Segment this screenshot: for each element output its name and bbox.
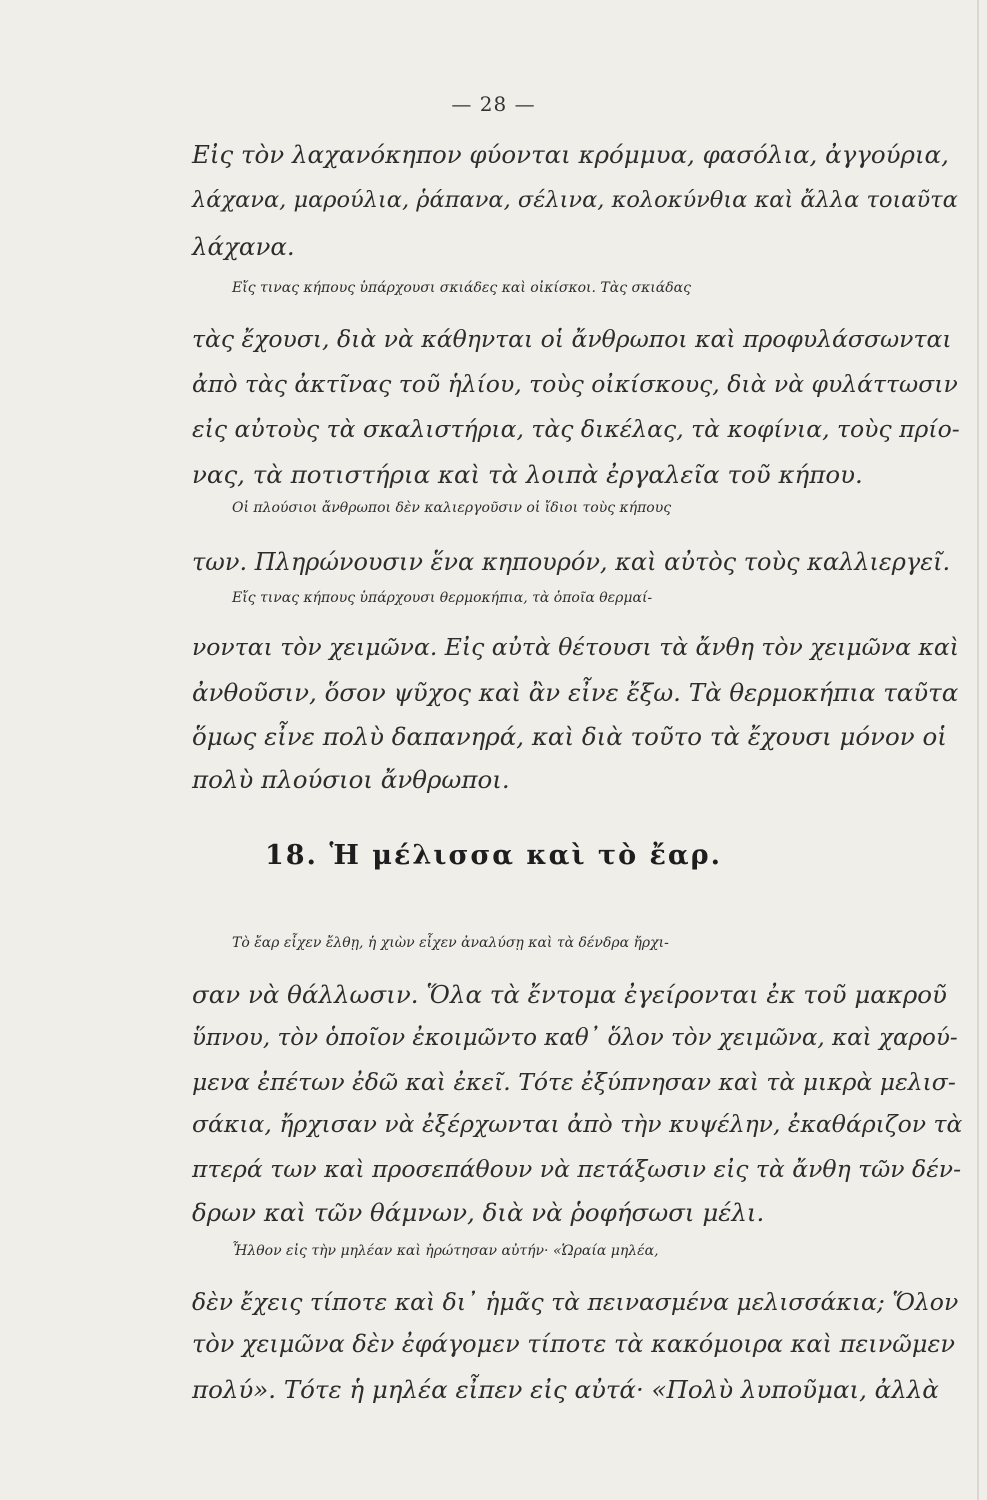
text-line: τὸν χειμῶνα δὲν ἐφάγομεν τίποτε τὰ κακόμοιρα καὶ πεινῶμεν	[192, 1330, 955, 1358]
text-line: πολὺ πλούσιοι ἄνθρωποι.	[192, 765, 510, 794]
text-line: των. Πληρώνουσιν ἕνα κηπουρόν, καὶ αὐτὸς τοὺς καλλιεργεῖ.	[192, 548, 951, 576]
text-line: νας, τὰ ποτιστήρια καὶ τὰ λοιπὰ ἐργαλεῖα τοῦ κήπου.	[192, 460, 863, 489]
page-edge	[977, 0, 979, 1500]
text-line: Εἴς τινας κήπους ὑπάρχουσι σκιάδες καὶ οἰκίσκοι. Τὰς σκιάδας	[232, 280, 691, 296]
section-heading: 18. Ἡ μέλισσα καὶ τὸ ἔαρ.	[264, 840, 723, 871]
text-line: Εἴς τινας κήπους ὑπάρχουσι θερμοκήπια, τὰ ὁποῖα θερμαί-	[232, 590, 653, 606]
text-line: λάχανα, μαρούλια, ῥάπανα, σέλινα, κολοκύνθια καὶ ἄλλα τοιαῦτα	[192, 187, 958, 213]
text-line: ἀνθοῦσιν, ὅσον ψῦχος καὶ ἂν εἶνε ἔξω. Τὰ θερμοκήπια ταῦτα	[192, 678, 959, 707]
text-line: δὲν ἔχεις τίποτε καὶ δι᾿ ἡμᾶς τὰ πεινασμένα μελισσάκια; Ὅλον	[192, 1288, 959, 1316]
text-line: λάχανα.	[192, 232, 295, 261]
text-line: δρων καὶ τῶν θάμνων, διὰ νὰ ῥοφήσωσι μέλι.	[192, 1198, 765, 1227]
text-line: ἀπὸ τὰς ἀκτῖνας τοῦ ἡλίου, τοὺς οἰκίσκους, διὰ νὰ φυλάττωσιν	[192, 370, 958, 398]
text-line: μενα ἐπέτων ἐδῶ καὶ ἐκεῖ. Τότε ἐξύπνησαν καὶ τὰ μικρὰ μελισ-	[192, 1068, 956, 1096]
text-line: ὕπνου, τὸν ὁποῖον ἐκοιμῶντο καθ᾿ ὅλον τὸν χειμῶνα, καὶ χαρού-	[192, 1025, 958, 1051]
text-line: εἰς αὐτοὺς τὰ σκαλιστήρια, τὰς δικέλας, τὰ κοφίνια, τοὺς πρίο-	[192, 415, 960, 443]
text-line: τὰς ἔχουσι, διὰ νὰ κάθηνται οἱ ἄνθρωποι καὶ προφυλάσσωνται	[192, 325, 952, 353]
text-line: σάκια, ἤρχισαν νὰ ἐξέρχωνται ἀπὸ τὴν κυψέλην, ἐκαθάριζον τὰ	[192, 1110, 963, 1138]
text-line: πολύ». Τότε ἡ μηλέα εἶπεν εἰς αὐτά· «Πολὺ λυποῦμαι, ἀλλὰ	[192, 1375, 939, 1404]
page-number: — 28 —	[451, 92, 536, 116]
text-line: Ἦλθον εἰς τὴν μηλέαν καὶ ἠρώτησαν αὐτήν· «Ὡραία μηλέα,	[232, 1243, 659, 1259]
text-line: Εἰς τὸν λαχανόκηπον φύονται κρόμμυα, φασόλια, ἀγγούρια,	[192, 140, 949, 169]
text-line: πτερά των καὶ προσεπάθουν νὰ πετάξωσιν εἰς τὰ ἄνθη τῶν δέν-	[192, 1155, 962, 1183]
text-line: Τὸ ἔαρ εἶχεν ἔλθῃ, ἡ χιὼν εἶχεν ἀναλύσῃ καὶ τὰ δένδρα ἤρχι-	[232, 935, 669, 951]
text-line: σαν νὰ θάλλωσιν. Ὅλα τὰ ἔντομα ἐγείρονται ἐκ τοῦ μακροῦ	[192, 980, 947, 1009]
text-line: νονται τὸν χειμῶνα. Εἰς αὐτὰ θέτουσι τὰ ἄνθη τὸν χειμῶνα καὶ	[192, 633, 959, 661]
text-line: Οἱ πλούσιοι ἄνθρωποι δὲν καλιεργοῦσιν οἱ ἴδιοι τοὺς κήπους	[232, 500, 672, 516]
text-line: ὅμως εἶνε πολὺ δαπανηρά, καὶ διὰ τοῦτο τὰ ἔχουσι μόνον οἱ	[192, 722, 947, 751]
